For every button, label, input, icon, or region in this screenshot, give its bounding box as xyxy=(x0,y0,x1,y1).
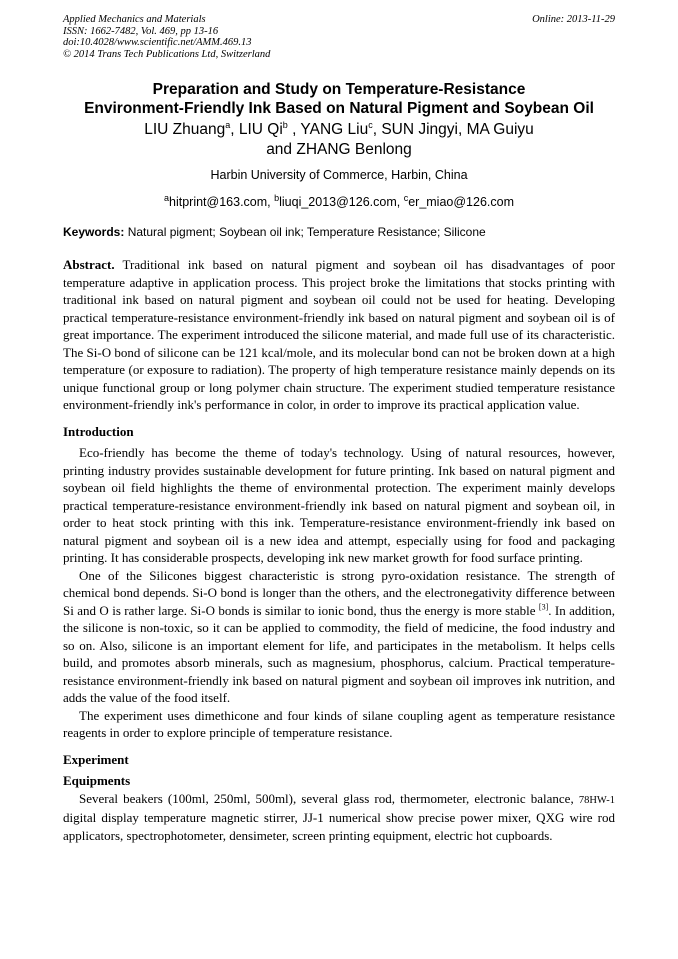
keywords xyxy=(63,224,615,240)
author-names-rest: , SUN Jingyi, MA Guiyu xyxy=(372,121,534,138)
abstract-label: Abstract. xyxy=(63,257,115,272)
equipments-paragraph xyxy=(63,790,615,845)
author-name: LIU Zhuang xyxy=(144,121,226,138)
journal-header xyxy=(63,14,615,60)
abstract-text: Traditional ink based on natural pigment and soybean oil has disadvantages of poor temperature adaptive in application process. This project broke the limitations that stocks printing with traditional ink based on natural pigment and soybean oil could not be used for heating. Developing practical temperature-resistance environment-friendly ink based on natural pigment and soybean oil is of great importance. The experiment introduced the silicone material, and made full use of its characteristic. The Si-O bond of silicone can be 121 kcal/mole, and its molecular bond can not be broken down at a high temperature (or exposure to radiation). The property of high temperature resistance mainly depends on its unique functional group or long polymer chain structure. The experiment studied temperature resistance environment-friendly ink's performance in color, in order to improve its practical application value. xyxy=(63,257,615,412)
introduction-heading: Introduction xyxy=(63,423,134,439)
email-mark: c xyxy=(403,192,409,203)
author-name: , YANG Liu xyxy=(287,121,369,138)
online-date: Online: 2013-11-29 xyxy=(532,14,615,25)
email-a[interactable]: hitprint@163.com, xyxy=(169,195,275,209)
paper-body xyxy=(63,256,615,844)
affiliation: Harbin University of Commerce, Harbin, China xyxy=(210,168,468,182)
citation-ref[interactable]: [3] xyxy=(538,602,549,612)
doi-line[interactable]: doi:10.4028/www.scientific.net/AMM.469.13 xyxy=(63,37,252,48)
abstract xyxy=(63,256,615,414)
intro-p2-text-b: . In addition, the silicone is non-toxic, so it can be applied to commodity, the field of medicine, the food industry and so on. Also, silicone is an important element for life, and participates in the metabolism. It helps cells build, and promotes absorb minerals, such as magnesium, phosphorus, calcium. Practical temperature-resistance environment-friendly ink based on natural pigment and soybean oil improves ink nutrition, and adds the value of the food itself. xyxy=(63,602,616,705)
equip-text-a: Several beakers (100ml, 250ml, 500ml), several glass rod, thermometer, electronic balance, xyxy=(79,790,579,806)
copyright-line: © 2014 Trans Tech Publications Ltd, Switzerland xyxy=(63,48,271,60)
author-line-2: and ZHANG Benlong xyxy=(266,141,412,158)
issn-line: ISSN: 1662-7482, Vol. 469, pp 13-16 xyxy=(63,25,219,37)
email-b[interactable]: liuqi_2013@126.com, xyxy=(279,195,404,209)
author-emails xyxy=(40,194,638,210)
experiment-heading: Experiment xyxy=(63,751,129,767)
journal-name: Applied Mechanics and Materials xyxy=(63,14,206,25)
author-line-1 xyxy=(40,120,638,140)
author-list xyxy=(40,120,638,160)
author-affil-mark: a xyxy=(225,119,231,130)
intro-paragraph-1: Eco-friendly has become the theme of today's technology. Using of natural resources, however, printing industry provides sustainable development for future printing. Ink based on natural pigment and soybean oil field highlights the theme of environmental protection. The experiment mainly develops practical temperature-resistance environment-friendly ink based on natural pigment and soybean oil, in order to heat stock printing with this ink. Temperature-resistance environment-friendly ink based on natural pigment and soybean oil is a new idea and attempt, especially using for food and packaging printing. It has considerable prospects, developing ink new market growth for food surface printing. xyxy=(63,445,615,565)
keywords-text: Natural pigment; Soybean oil ink; Temperature Resistance; Silicone xyxy=(124,225,486,239)
equip-text-b: digital display temperature magnetic stirrer, JJ-1 numerical show precise power mixer, QXG wire rod applicators, spectrophotometer, densimeter, screen printing equipment, electric hot cupboards. xyxy=(63,810,615,843)
intro-p2-text-a: One of the Silicones biggest characteristic is strong pyro-oxidation resistance. The strength of chemical bond depends. Si-O bond is longer than the others, and the electronegativity difference between Si and O is rather large. Si-O bonds is similar to ionic bond, thus the energy is more stable xyxy=(63,567,615,618)
equipments-subheading: Equipments xyxy=(63,773,131,788)
equip-model: 78HW-1 xyxy=(578,794,615,806)
keywords-label: Keywords: xyxy=(63,225,125,239)
title-line-2: Environment-Friendly Ink Based on Natural Pigment and Soybean Oil xyxy=(84,100,594,117)
email-mark: a xyxy=(163,192,169,203)
paper-title xyxy=(40,80,638,118)
email-mark: b xyxy=(274,192,280,203)
author-affil-mark: b xyxy=(282,119,288,130)
author-affil-mark: c xyxy=(368,119,373,130)
author-name: , LIU Qi xyxy=(230,121,283,138)
title-line-1: Preparation and Study on Temperature-Resistance xyxy=(152,81,526,98)
intro-paragraph-2 xyxy=(63,567,615,707)
intro-paragraph-3: The experiment uses dimethicone and four kinds of silane coupling agent as temperature resistance reagents in order to explore principle of temperature resistance. xyxy=(63,707,615,740)
email-c[interactable]: er_miao@126.com xyxy=(408,195,514,209)
